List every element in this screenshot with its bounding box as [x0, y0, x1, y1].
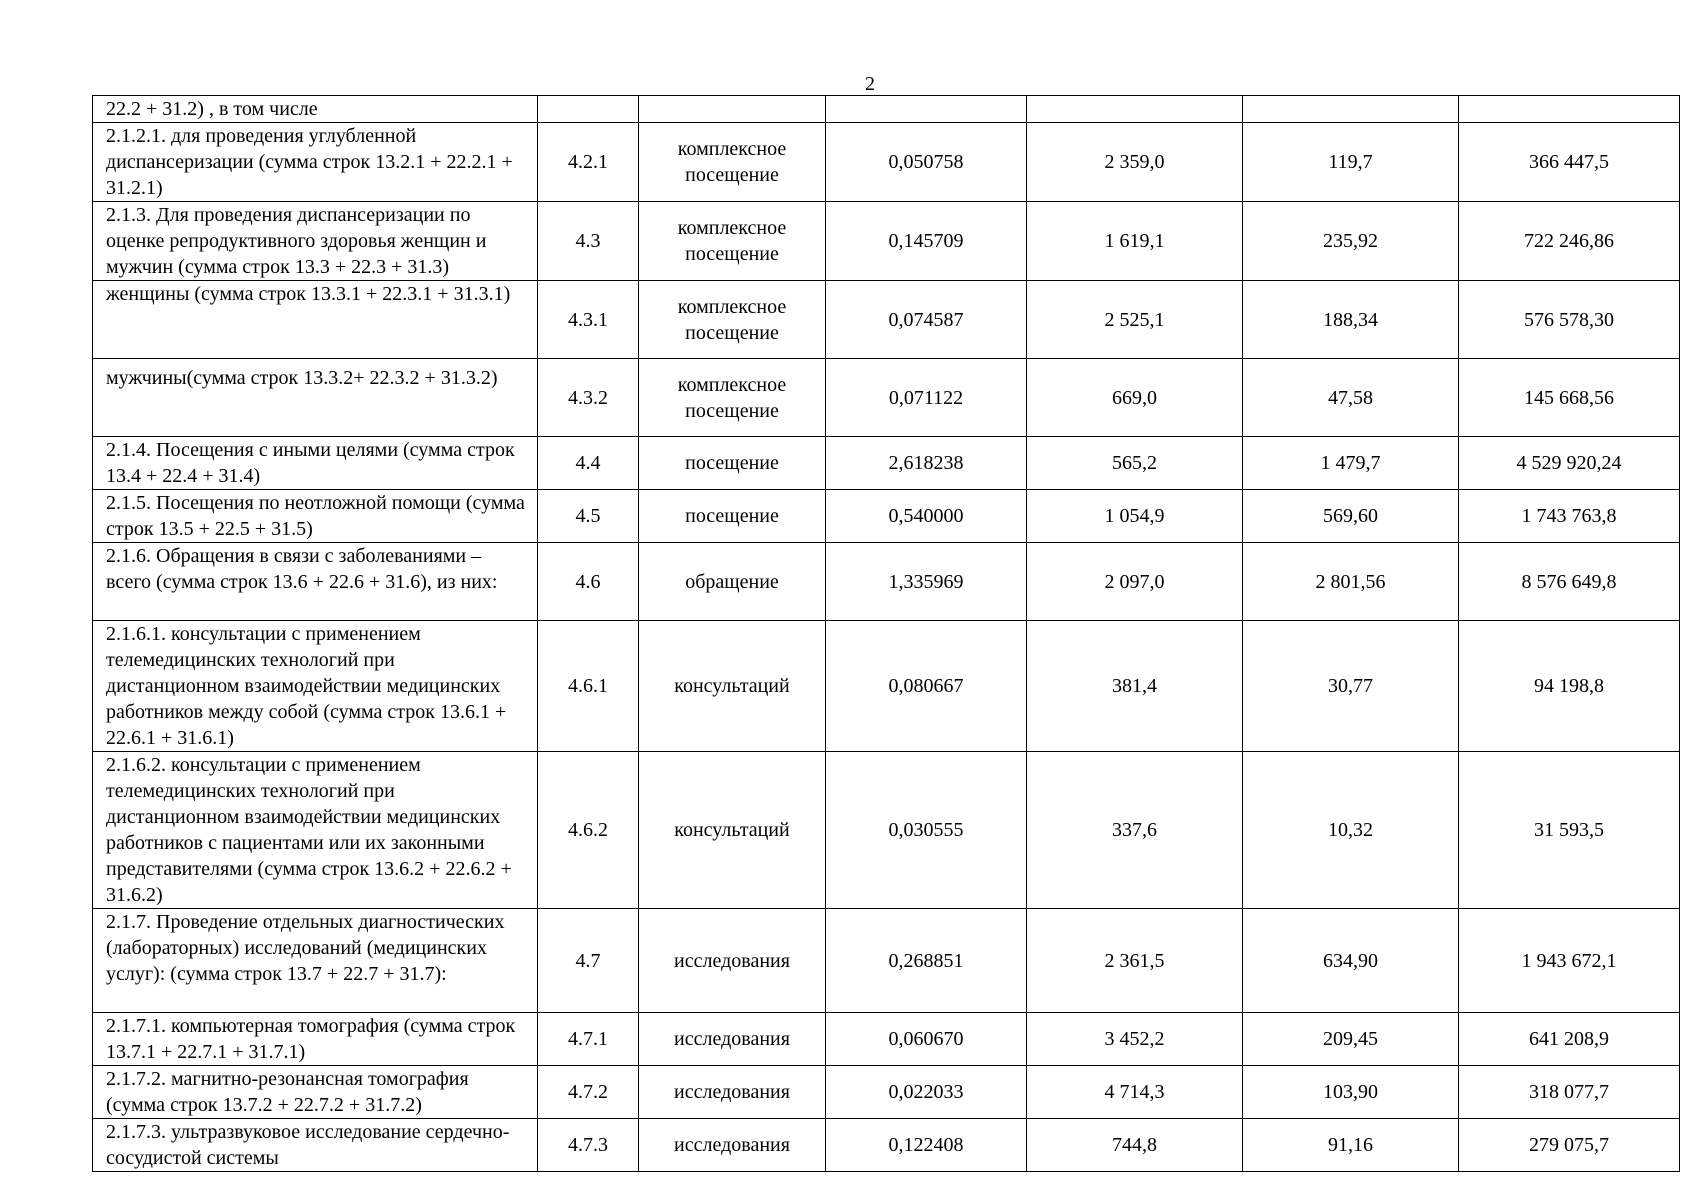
row-total: 145 668,56 — [1459, 359, 1680, 437]
row-unit: комплексное посещение — [639, 202, 826, 281]
row-norm — [826, 96, 1027, 123]
row-per-capita: 30,77 — [1243, 621, 1459, 752]
row-norm: 0,022033 — [826, 1066, 1027, 1119]
row-code — [538, 96, 639, 123]
row-cost: 2 097,0 — [1027, 543, 1243, 621]
table-row — [93, 123, 1680, 202]
row-cost — [1027, 96, 1243, 123]
row-norm: 0,074587 — [826, 281, 1027, 359]
row-code: 4.2.1 — [538, 123, 639, 202]
row-cost: 4 714,3 — [1027, 1066, 1243, 1119]
row-norm: 2,618238 — [826, 437, 1027, 490]
row-unit: исследования — [639, 1066, 826, 1119]
row-per-capita: 569,60 — [1243, 490, 1459, 543]
row-per-capita: 2 801,56 — [1243, 543, 1459, 621]
row-name: 2.1.2.1. для проведения углубленной диспансеризации (сумма строк 13.2.1 + 22.2.1 + 31.2.1) — [93, 123, 538, 202]
row-norm: 0,060670 — [826, 1013, 1027, 1066]
row-per-capita — [1243, 96, 1459, 123]
row-cost: 1 619,1 — [1027, 202, 1243, 281]
row-code: 4.6 — [538, 543, 639, 621]
row-norm: 0,540000 — [826, 490, 1027, 543]
row-per-capita: 209,45 — [1243, 1013, 1459, 1066]
row-unit: консультаций — [639, 752, 826, 909]
row-total — [1459, 96, 1680, 123]
row-per-capita: 119,7 — [1243, 123, 1459, 202]
table-row — [93, 359, 1680, 437]
table-row — [93, 1066, 1680, 1119]
row-per-capita: 235,92 — [1243, 202, 1459, 281]
row-per-capita: 103,90 — [1243, 1066, 1459, 1119]
data-table — [92, 95, 1680, 1172]
table-row — [93, 621, 1680, 752]
row-total: 1 743 763,8 — [1459, 490, 1680, 543]
row-cost: 2 361,5 — [1027, 909, 1243, 1013]
row-cost: 744,8 — [1027, 1119, 1243, 1172]
row-per-capita: 1 479,7 — [1243, 437, 1459, 490]
row-cost: 337,6 — [1027, 752, 1243, 909]
row-per-capita: 188,34 — [1243, 281, 1459, 359]
row-norm: 0,050758 — [826, 123, 1027, 202]
row-norm: 1,335969 — [826, 543, 1027, 621]
row-name: 2.1.7.1. компьютерная томография (сумма строк 13.7.1 + 22.7.1 + 31.7.1) — [93, 1013, 538, 1066]
row-total: 722 246,86 — [1459, 202, 1680, 281]
row-cost: 3 452,2 — [1027, 1013, 1243, 1066]
table-row — [93, 490, 1680, 543]
row-cost: 2 525,1 — [1027, 281, 1243, 359]
row-name: 2.1.6.1. консультации с применением телемедицинских технологий при дистанционном взаимодействии медицинских работников между собой (сумма строк 13.6.1 + 22.6.1 + 31.6.1) — [93, 621, 538, 752]
row-norm: 0,071122 — [826, 359, 1027, 437]
table-row — [93, 543, 1680, 621]
table-row — [93, 96, 1680, 123]
row-unit: посещение — [639, 437, 826, 490]
table-row — [93, 752, 1680, 909]
row-norm: 0,268851 — [826, 909, 1027, 1013]
page-number: 2 — [865, 73, 875, 95]
row-name: 2.1.4. Посещения с иными целями (сумма строк 13.4 + 22.4 + 31.4) — [93, 437, 538, 490]
table-row — [93, 1119, 1680, 1172]
row-per-capita: 634,90 — [1243, 909, 1459, 1013]
table-row — [93, 909, 1680, 1013]
row-name: 2.1.3. Для проведения диспансеризации по оценке репродуктивного здоровья женщин и мужчин (сумма строк 13.3 + 22.3 + 31.3) — [93, 202, 538, 281]
row-code: 4.4 — [538, 437, 639, 490]
row-per-capita: 91,16 — [1243, 1119, 1459, 1172]
row-unit — [639, 96, 826, 123]
row-unit: обращение — [639, 543, 826, 621]
row-name: 2.1.6.2. консультации с применением телемедицинских технологий при дистанционном взаимодействии медицинских работников с пациентами или их законными представителями (сумма строк 13.6.2 + 22.6.2 + 31.6.2) — [93, 752, 538, 909]
row-unit: комплексное посещение — [639, 123, 826, 202]
row-norm: 0,030555 — [826, 752, 1027, 909]
row-unit: посещение — [639, 490, 826, 543]
row-total: 279 075,7 — [1459, 1119, 1680, 1172]
table-row — [93, 1013, 1680, 1066]
row-unit: исследования — [639, 1013, 826, 1066]
table-row — [93, 281, 1680, 359]
row-cost: 669,0 — [1027, 359, 1243, 437]
row-cost: 381,4 — [1027, 621, 1243, 752]
row-code: 4.7.1 — [538, 1013, 639, 1066]
row-total: 641 208,9 — [1459, 1013, 1680, 1066]
row-total: 366 447,5 — [1459, 123, 1680, 202]
row-cost: 565,2 — [1027, 437, 1243, 490]
row-name: 2.1.6. Обращения в связи с заболеваниями – всего (сумма строк 13.6 + 22.6 + 31.6), из них: — [93, 543, 538, 621]
row-unit: комплексное посещение — [639, 359, 826, 437]
table-row — [93, 437, 1680, 490]
row-name: 2.1.7. Проведение отдельных диагностических (лабораторных) исследований (медицинских услуг): (сумма строк 13.7 + 22.7 + 31.7): — [93, 909, 538, 1013]
row-total: 31 593,5 — [1459, 752, 1680, 909]
row-cost: 2 359,0 — [1027, 123, 1243, 202]
row-name: 2.1.7.2. магнитно-резонансная томография (сумма строк 13.7.2 + 22.7.2 + 31.7.2) — [93, 1066, 538, 1119]
row-total: 4 529 920,24 — [1459, 437, 1680, 490]
row-unit: комплексное посещение — [639, 281, 826, 359]
row-name: женщины (сумма строк 13.3.1 + 22.3.1 + 31.3.1) — [93, 281, 538, 359]
row-total: 1 943 672,1 — [1459, 909, 1680, 1013]
row-total: 318 077,7 — [1459, 1066, 1680, 1119]
row-code: 4.3.1 — [538, 281, 639, 359]
row-total: 94 198,8 — [1459, 621, 1680, 752]
row-unit: консультаций — [639, 621, 826, 752]
row-code: 4.7.3 — [538, 1119, 639, 1172]
row-code: 4.7.2 — [538, 1066, 639, 1119]
row-name: 2.1.5. Посещения по неотложной помощи (сумма строк 13.5 + 22.5 + 31.5) — [93, 490, 538, 543]
row-code: 4.7 — [538, 909, 639, 1013]
table-row — [93, 202, 1680, 281]
row-code: 4.5 — [538, 490, 639, 543]
row-unit: исследования — [639, 909, 826, 1013]
row-code: 4.3 — [538, 202, 639, 281]
row-per-capita: 10,32 — [1243, 752, 1459, 909]
row-code: 4.6.2 — [538, 752, 639, 909]
row-unit: исследования — [639, 1119, 826, 1172]
row-total: 8 576 649,8 — [1459, 543, 1680, 621]
row-name: 2.1.7.3. ультразвуковое исследование сердечно-сосудистой системы — [93, 1119, 538, 1172]
row-total: 576 578,30 — [1459, 281, 1680, 359]
row-per-capita: 47,58 — [1243, 359, 1459, 437]
row-norm: 0,122408 — [826, 1119, 1027, 1172]
row-norm: 0,080667 — [826, 621, 1027, 752]
row-name: 22.2 + 31.2) , в том числе — [93, 96, 538, 123]
row-norm: 0,145709 — [826, 202, 1027, 281]
row-cost: 1 054,9 — [1027, 490, 1243, 543]
row-name: мужчины(сумма строк 13.3.2+ 22.3.2 + 31.3.2) — [93, 359, 538, 437]
row-code: 4.3.2 — [538, 359, 639, 437]
row-code: 4.6.1 — [538, 621, 639, 752]
